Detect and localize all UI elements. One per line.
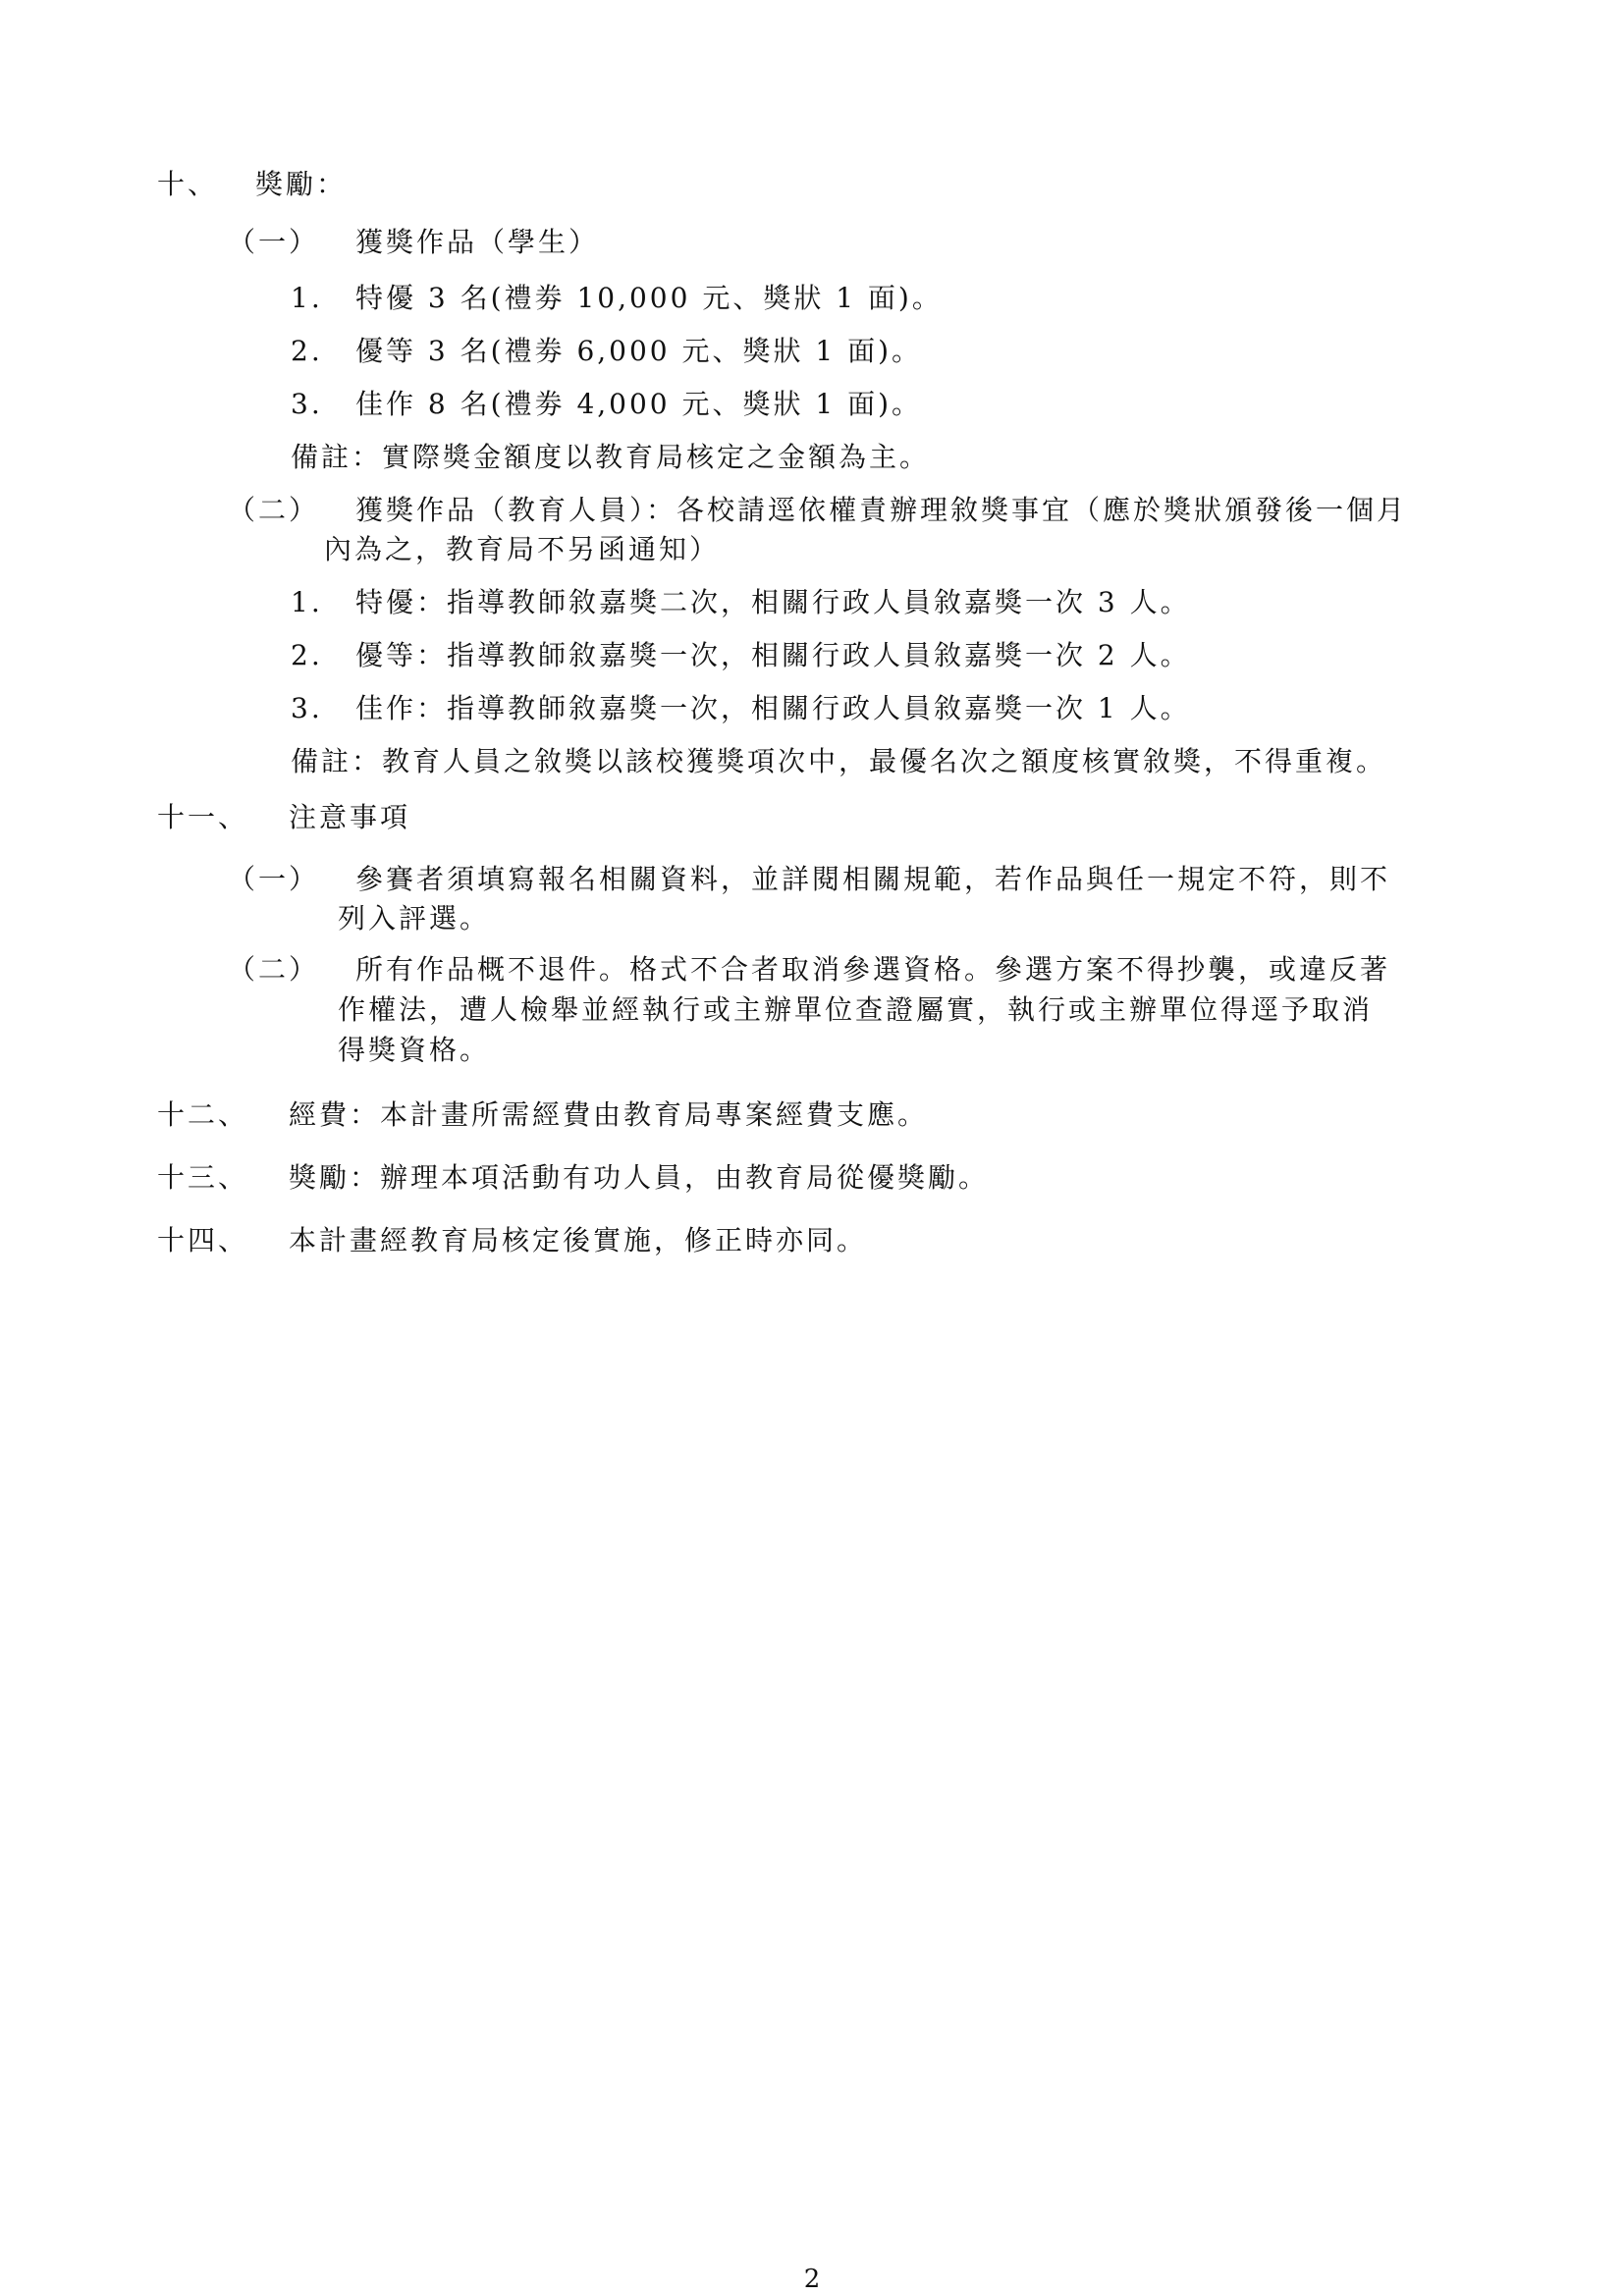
section-text: 獎勵：辦理本項活動有功人員，由教育局從優獎勵。 xyxy=(289,1161,990,1194)
section-title: 獎勵： xyxy=(255,168,348,200)
section-label: 十一、 xyxy=(157,801,249,833)
item-text: 優等：指導教師敘嘉獎一次，相關行政人員敘嘉獎一次 2 人。 xyxy=(355,639,1191,671)
paragraph-line: 參賽者須填寫報名相關資料，並詳閱相關規範，若作品與任一規定不符，則不 xyxy=(355,863,1391,895)
section-text: 經費：本計畫所需經費由教育局專案經費支應。 xyxy=(289,1098,929,1131)
paragraph-line: 列入評選。 xyxy=(338,902,491,934)
paragraph-line: 所有作品概不退件。格式不合者取消參選資格。參選方案不得抄襲，或違反著 xyxy=(355,953,1391,986)
note: 備註：教育人員之敘獎以該校獲獎項次中，最優名次之額度核實敘獎，不得重複。 xyxy=(291,745,1387,777)
item-text: 佳作 8 名(禮劵 4,000 元、獎狀 1 面)。 xyxy=(355,388,923,420)
subsection-label: （一） xyxy=(228,226,320,258)
item-number: 1. xyxy=(291,586,323,618)
item-number: 1. xyxy=(291,282,323,314)
item-text: 優等 3 名(禮劵 6,000 元、獎狀 1 面)。 xyxy=(355,335,923,367)
subsection-title-continued: 內為之，教育局不另函通知） xyxy=(324,533,721,565)
subsection-label: （二） xyxy=(228,953,320,986)
item-text: 特優 3 名(禮劵 10,000 元、獎狀 1 面)。 xyxy=(355,282,943,314)
section-label: 十、 xyxy=(157,168,219,200)
subsection-label: （二） xyxy=(228,494,320,526)
section-text: 本計畫經教育局核定後實施，修正時亦同。 xyxy=(289,1224,868,1256)
subsection-title: 獲獎作品（教育人員）：各校請逕依權責辦理敘獎事宜（應於獎狀頒發後一個月 xyxy=(355,494,1408,526)
section-label: 十二、 xyxy=(157,1098,249,1131)
paragraph-line: 得獎資格。 xyxy=(338,1034,491,1066)
section-label: 十三、 xyxy=(157,1161,249,1194)
item-number: 3. xyxy=(291,692,323,724)
paragraph-line: 作權法，遭人檢舉並經執行或主辦單位查證屬實，執行或主辦單位得逕予取消 xyxy=(338,993,1374,1026)
section-label: 十四、 xyxy=(157,1224,249,1256)
page-number: 2 xyxy=(803,2265,821,2294)
item-text: 特優：指導教師敘嘉獎二次，相關行政人員敘嘉獎一次 3 人。 xyxy=(355,586,1191,618)
item-number: 2. xyxy=(291,639,323,671)
item-number: 3. xyxy=(291,388,323,420)
subsection-title: 獲獎作品（學生） xyxy=(355,226,600,258)
subsection-label: （一） xyxy=(228,863,320,895)
item-text: 佳作：指導教師敘嘉獎一次，相關行政人員敘嘉獎一次 1 人。 xyxy=(355,692,1191,724)
section-title: 注意事項 xyxy=(289,801,411,833)
note: 備註：實際獎金額度以教育局核定之金額為主。 xyxy=(291,441,931,473)
item-number: 2. xyxy=(291,335,323,367)
